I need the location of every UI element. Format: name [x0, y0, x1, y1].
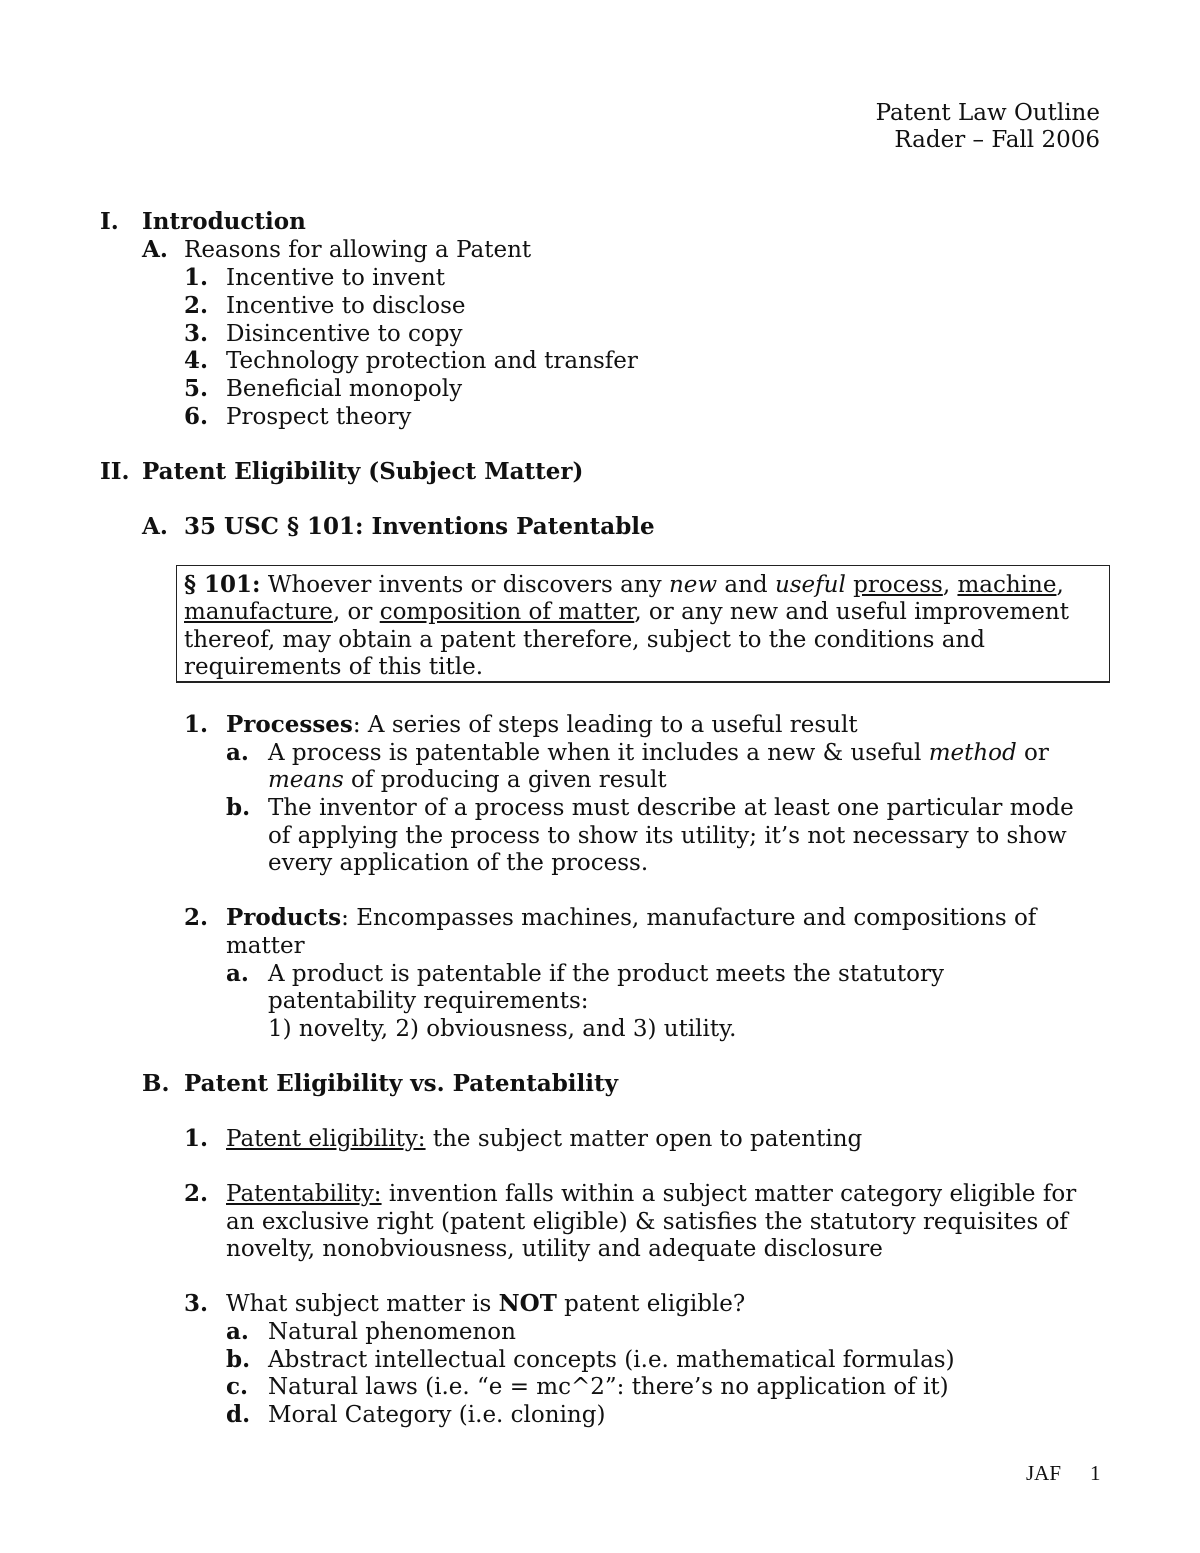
section-number: II.	[100, 458, 130, 485]
list-item: novelty, nonobviousness, utility and adequate disclosure	[226, 1236, 883, 1262]
statute-line: manufacture, or composition of matter, or any new and useful improvement	[184, 599, 1069, 625]
sublist-letter: c.	[226, 1373, 249, 1400]
subsection-heading: Reasons for allowing a Patent	[184, 237, 532, 263]
sublist-item: means of producing a given result	[268, 767, 667, 793]
section-heading: Patent Eligibility (Subject Matter)	[142, 458, 584, 485]
section-heading: Introduction	[142, 208, 306, 235]
sublist-letter: d.	[226, 1401, 251, 1428]
sublist-item: Abstract intellectual concepts (i.e. mathematical formulas)	[268, 1347, 955, 1373]
list-item: matter	[226, 933, 305, 959]
sublist-letter: a.	[226, 960, 249, 987]
list-item: Incentive to disclose	[226, 293, 466, 319]
list-item: Prospect theory	[226, 404, 412, 430]
sublist-item: every application of the process.	[268, 850, 649, 876]
subsection-letter: A.	[142, 236, 168, 263]
sublist-item: 1) novelty, 2) obviousness, and 3) utility.	[268, 1016, 737, 1042]
list-number: 4.	[184, 347, 209, 374]
statute-line: requirements of this title.	[184, 654, 484, 680]
sublist-item: Natural laws (i.e. “e = mc^2”: there’s no application of it)	[268, 1374, 949, 1400]
list-item: Incentive to invent	[226, 265, 445, 291]
sublist-item: The inventor of a process must describe at least one particular mode	[268, 795, 1074, 821]
sublist-item: of applying the process to show its utility; it’s not necessary to show	[268, 823, 1067, 849]
sublist-item: A process is patentable when it includes a new & useful method or	[268, 740, 1049, 766]
list-number: 2.	[184, 1180, 209, 1207]
list-item: Patent eligibility: the subject matter open to patenting	[226, 1126, 863, 1152]
doc-title: Patent Law Outline	[875, 100, 1100, 126]
list-item: Processes: A series of steps leading to a useful result	[226, 711, 858, 738]
list-number: 1.	[184, 1125, 209, 1152]
list-number: 1.	[184, 264, 209, 291]
list-number: 5.	[184, 375, 209, 402]
sublist-item: patentability requirements:	[268, 988, 589, 1014]
section-number: I.	[100, 208, 119, 235]
list-number: 3.	[184, 1290, 209, 1317]
subsection-letter: A.	[142, 513, 168, 540]
sublist-item: Natural phenomenon	[268, 1319, 516, 1345]
page-number: 1	[1090, 1461, 1101, 1485]
list-number: 6.	[184, 403, 209, 430]
list-item: Technology protection and transfer	[226, 348, 638, 374]
list-item: Products: Encompasses machines, manufacture and compositions of	[226, 904, 1037, 931]
subsection-heading: Patent Eligibility vs. Patentability	[184, 1070, 619, 1097]
list-item: Patentability: invention falls within a subject matter category eligible for	[226, 1181, 1077, 1207]
doc-subtitle: Rader – Fall 2006	[894, 127, 1100, 153]
list-item: Beneficial monopoly	[226, 376, 463, 402]
statute-line: § 101: Whoever invents or discovers any new and useful process, machine,	[184, 571, 1064, 598]
subsection-letter: B.	[142, 1070, 170, 1097]
sublist-letter: a.	[226, 739, 249, 766]
list-item: an exclusive right (patent eligible) & satisfies the statutory requisites of	[226, 1209, 1068, 1235]
sublist-item: A product is patentable if the product meets the statutory	[268, 961, 944, 987]
sublist-letter: b.	[226, 1346, 251, 1373]
statute-line: thereof, may obtain a patent therefore, subject to the conditions and	[184, 627, 985, 653]
list-number: 2.	[184, 904, 209, 931]
footer-initials: JAF	[1026, 1461, 1062, 1485]
list-number: 1.	[184, 711, 209, 738]
sublist-item: Moral Category (i.e. cloning)	[268, 1402, 606, 1428]
sublist-letter: a.	[226, 1318, 249, 1345]
list-item: Disincentive to copy	[226, 321, 463, 347]
list-number: 2.	[184, 292, 209, 319]
subsection-heading: 35 USC § 101: Inventions Patentable	[184, 513, 655, 540]
list-number: 3.	[184, 320, 209, 347]
list-item: What subject matter is NOT patent eligible?	[226, 1290, 746, 1317]
sublist-letter: b.	[226, 794, 251, 821]
